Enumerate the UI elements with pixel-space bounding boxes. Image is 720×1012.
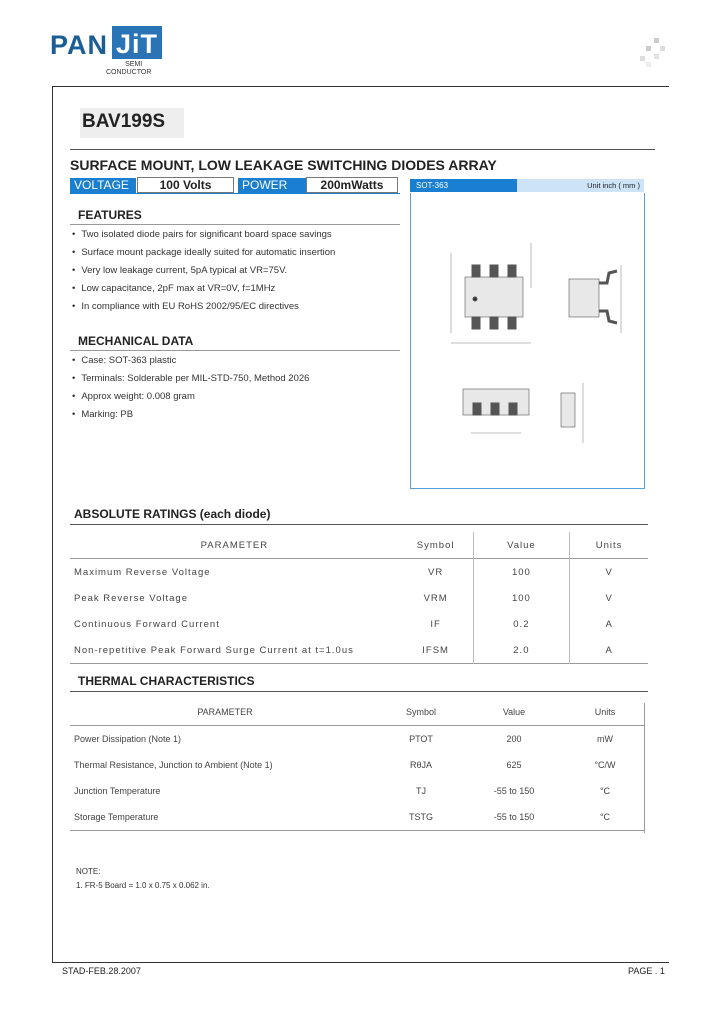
column-header: Units xyxy=(594,707,616,717)
table-cell: RθJA xyxy=(409,760,432,770)
thermal-rule xyxy=(70,691,648,692)
voltage-value: 100 Volts xyxy=(137,177,234,193)
table-cell: -55 to 150 xyxy=(493,786,535,796)
package-drawing-frame xyxy=(410,193,645,489)
table-row xyxy=(70,611,648,637)
table-cell: °C/W xyxy=(594,760,616,770)
features-heading: FEATURES xyxy=(78,208,142,222)
table-cell: TSTG xyxy=(409,812,433,822)
table-cell: IF xyxy=(430,618,441,630)
table-cell: °C xyxy=(599,812,611,822)
brand-logo-pan: PAN xyxy=(50,30,109,60)
mechanical-list xyxy=(72,352,412,424)
table-cell: PTOT xyxy=(409,734,433,744)
table-cell: Thermal Resistance, Junction to Ambient (Note 1) xyxy=(74,760,273,770)
table-cell: 200 xyxy=(506,734,522,744)
table-cell: TJ xyxy=(416,786,426,796)
column-header: Symbol xyxy=(416,539,455,551)
footer-date: STAD-FEB.28.2007 xyxy=(62,966,141,976)
table-cell: 0.2 xyxy=(473,611,570,637)
voltage-label: VOLTAGE xyxy=(70,178,136,193)
logo-sub-line2: CONDUCTOR xyxy=(106,69,152,76)
table-cell: 625 xyxy=(506,760,522,770)
brand-logo-jit: JiT xyxy=(112,26,162,59)
list-item: • Surface mount package ideally suited for automatic insertion xyxy=(72,244,412,262)
features-list xyxy=(72,226,412,316)
table-cell: mW xyxy=(597,734,613,744)
power-value: 200mWatts xyxy=(306,177,398,193)
note-text: 1. FR-5 Board = 1.0 x 0.75 x 0.062 in. xyxy=(76,881,210,890)
footer-page: PAGE . 1 xyxy=(628,966,665,976)
spec-underline xyxy=(70,193,400,194)
table-cell: Junction Temperature xyxy=(74,786,161,796)
page-title: BAV199S xyxy=(82,111,166,132)
column-header: Value xyxy=(473,532,570,559)
list-item: • Two isolated diode pairs for significant board space savings xyxy=(72,226,412,244)
title-rule xyxy=(70,149,655,150)
table-row xyxy=(70,726,644,753)
table-cell: Power Dissipation (Note 1) xyxy=(74,734,182,744)
column-header: Value xyxy=(502,707,526,717)
table-cell: Non-repetitive Peak Forward Surge Current at t=1.0us xyxy=(74,644,354,656)
table-header-row xyxy=(70,532,648,559)
brand-logo-subtitle xyxy=(106,61,151,77)
logo-sub-line1: SEMI xyxy=(125,61,143,68)
package-outline-drawing xyxy=(411,193,644,488)
power-label: POWER xyxy=(238,178,306,193)
table-cell: V xyxy=(570,559,648,586)
mechanical-rule xyxy=(70,350,400,351)
features-rule xyxy=(70,224,400,225)
list-item: • Low capacitance, 2pF max at VR=0V, f=1MHz xyxy=(72,280,412,298)
table-cell: °C xyxy=(599,786,611,796)
thermal-right-border xyxy=(644,703,645,833)
list-item: • Approx weight: 0.008 gram xyxy=(72,388,412,406)
table-cell: Maximum Reverse Voltage xyxy=(74,566,211,578)
table-cell: Peak Reverse Voltage xyxy=(74,592,189,604)
absolute-ratings-heading: ABSOLUTE RATINGS (each diode) xyxy=(74,507,271,521)
table-row xyxy=(70,752,644,778)
footer-rule xyxy=(52,962,669,963)
column-header: PARAMETER xyxy=(197,707,253,717)
table-cell: VRM xyxy=(423,592,448,604)
table-row xyxy=(70,804,644,831)
table-cell: Storage Temperature xyxy=(74,812,159,822)
package-name: SOT-363 xyxy=(410,179,517,192)
page-subtitle: SURFACE MOUNT, LOW LEAKAGE SWITCHING DIODES ARRAY xyxy=(70,157,497,173)
list-item: • Terminals: Solderable per MIL-STD-750, Method 2026 xyxy=(72,370,412,388)
table-cell: A xyxy=(570,637,648,664)
table-cell: VR xyxy=(428,566,444,578)
left-vertical-rule xyxy=(52,86,53,962)
table-row xyxy=(70,778,644,804)
note-title: NOTE: xyxy=(76,867,101,876)
table-cell: A xyxy=(570,611,648,637)
column-header: Symbol xyxy=(405,707,436,717)
mechanical-heading: MECHANICAL DATA xyxy=(78,334,194,348)
table-cell: 100 xyxy=(473,585,570,611)
table-cell: -55 to 150 xyxy=(493,812,535,822)
top-rule xyxy=(52,86,669,87)
list-item: • Very low leakage current, 5pA typical at VR=75V. xyxy=(72,262,412,280)
absolute-ratings-table xyxy=(70,532,648,664)
table-header-row xyxy=(70,699,644,726)
table-row xyxy=(70,559,648,586)
thermal-heading: THERMAL CHARACTERISTICS xyxy=(78,674,255,688)
thermal-table xyxy=(70,699,644,831)
package-unit: Unit inch ( mm ) xyxy=(587,181,640,190)
table-cell: 2.0 xyxy=(473,637,570,664)
column-header: Units xyxy=(570,532,648,559)
column-header: PARAMETER xyxy=(200,539,269,551)
list-item: • Marking: PB xyxy=(72,406,412,424)
absolute-rule xyxy=(70,524,648,525)
table-cell: 100 xyxy=(473,559,570,586)
table-cell: V xyxy=(570,585,648,611)
list-item: • Case: SOT-363 plastic xyxy=(72,352,412,370)
list-item: • In compliance with EU RoHS 2002/95/EC directives xyxy=(72,298,412,316)
table-row xyxy=(70,585,648,611)
table-row xyxy=(70,637,648,664)
table-cell: Continuous Forward Current xyxy=(74,618,220,630)
package-header-bar xyxy=(410,179,644,192)
table-cell: IFSM xyxy=(422,644,449,656)
